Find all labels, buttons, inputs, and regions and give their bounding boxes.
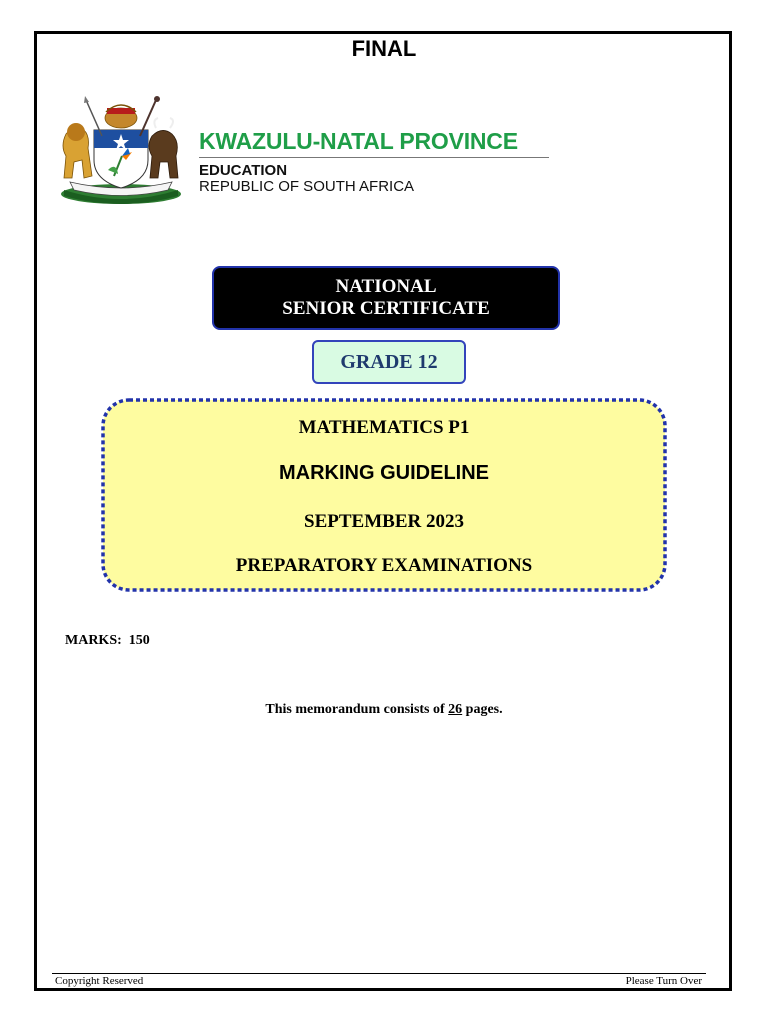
footer-divider [52,973,706,974]
subject-title: MATHEMATICS P1 [298,417,470,438]
kzn-coat-of-arms-icon [56,90,186,208]
document-status: FINAL [351,36,417,61]
subject-panel [100,397,668,593]
page-count-note [0,702,768,718]
turn-over-notice: Please Turn Over [625,975,702,987]
copyright-notice: Copyright Reserved [55,975,144,987]
country-name: REPUBLIC OF SOUTH AFRICA [199,178,415,195]
total-marks [65,633,150,649]
marks-value: 150 [128,633,150,648]
logo-divider [199,157,549,158]
certificate-banner [212,266,560,330]
certificate-line-2: SENIOR CERTIFICATE [282,298,490,319]
page-count-suffix: pages. [465,702,503,717]
province-name: KWAZULU-NATAL PROVINCE [199,128,518,154]
exam-name: PREPARATORY EXAMINATIONS [235,555,533,576]
exam-session: SEPTEMBER 2023 [304,511,464,532]
page-count-prefix: This memorandum consists of [265,702,445,717]
certificate-line-1: NATIONAL [335,276,437,297]
department-name: EDUCATION [199,162,288,179]
document-type: MARKING GUIDELINE [279,462,489,484]
page-count: 26 [448,702,463,717]
marks-label: MARKS: [65,633,122,648]
grade-badge: GRADE 12 [312,340,466,384]
